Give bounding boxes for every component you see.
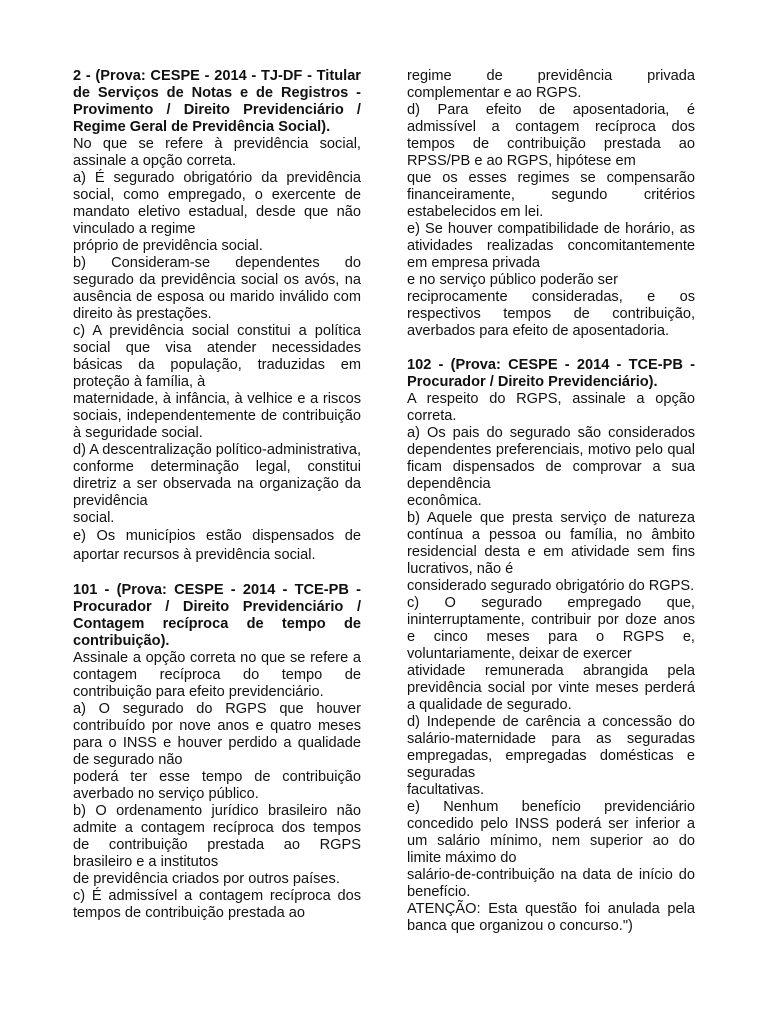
question-101-option-c: c) É admissível a contagem recíproca dos tempos de contribuição prestada ao <box>73 888 361 921</box>
right-column <box>407 68 695 935</box>
question-101-header: 101 - (Prova: CESPE - 2014 - TCE-PB - Procurador / Direito Previdenciário / Contagem recíproca de tempo de contribuição). <box>73 582 361 649</box>
question-102-option-c-cont: atividade remunerada abrangida pela previdência social por vinte meses perderá a qualidade de segurado. <box>407 663 695 713</box>
question-102-option-a: a) Os pais do segurado são considerados dependentes preferenciais, motivo pelo qual ficam dispensados de comprovar a sua dependência <box>407 425 695 492</box>
question-101-option-d-cont: que os esses regimes se compensarão financeiramente, segundo critérios estabelecidos em lei. <box>407 170 695 220</box>
question-101-option-d: d) Para efeito de aposentadoria, é admissível a contagem recíproca dos tempos de contribuição prestada ao RPSS/PB e ao RGPS, hipótese em <box>407 102 695 169</box>
question-102-option-d: d) Independe de carência a concessão do salário-maternidade para as seguradas empregadas, empregadas domésticas e seguradas <box>407 714 695 781</box>
question-102-option-e-cont: salário-de-contribuição na data de início do benefício. <box>407 867 695 900</box>
question-2-option-c-cont: maternidade, à infância, à velhice e a riscos sociais, independentemente de contribuição à seguridade social. <box>73 391 361 441</box>
question-2-option-a: a) É segurado obrigatório da previdência social, como empregado, o exercente de mandato eletivo estadual, desde que não vinculado a regime <box>73 170 361 237</box>
question-102-option-d-cont: facultativas. <box>407 782 485 798</box>
question-102-intro: A respeito do RGPS, assinale a opção correta. <box>407 391 695 424</box>
question-2-option-d: d) A descentralização político-administrativa, conforme determinação legal, constitui diretriz a ser observada na organização da previdência <box>73 442 361 509</box>
question-102-option-b: b) Aquele que presta serviço de natureza contínua a pessoa ou família, no âmbito residencial desta e em atividade sem fins lucrativos, não é <box>407 510 695 577</box>
question-101-option-b-cont: de previdência criados por outros países. <box>73 871 340 887</box>
question-101-option-a-cont: poderá ter esse tempo de contribuição averbado no serviço público. <box>73 769 361 802</box>
left-column <box>73 68 361 922</box>
question-102-option-a-cont: econômica. <box>407 493 482 509</box>
question-102-option-e: e) Nenhum benefício previdenciário concedido pelo INSS poderá ser inferior a um salário mínimo, nem superior ao do limite máximo do <box>407 799 695 866</box>
question-2-header: 2 - (Prova: CESPE - 2014 - TJ-DF - Titular de Serviços de Notas e de Registros - Provimento / Direito Previdenciário / Regime Geral de Previdência Social). <box>73 68 361 135</box>
question-101-option-e-cont2: reciprocamente consideradas, e os respectivos tempos de contribuição, averbados para efeito de aposentadoria. <box>407 289 695 339</box>
question-2-option-e: e) Os municípios estão dispensados de aportar recursos à previdência social. <box>73 528 361 563</box>
question-102-option-b-cont: considerado segurado obrigatório do RGPS. <box>407 578 695 594</box>
question-2-option-d-cont: social. <box>73 510 115 526</box>
question-2-option-a-cont: próprio de previdência social. <box>73 238 263 254</box>
question-102-header: 102 - (Prova: CESPE - 2014 - TCE-PB - Procurador / Direito Previdenciário). <box>407 357 695 390</box>
question-101-option-c-cont: regime de previdência privada complementar e ao RGPS. <box>407 68 695 101</box>
question-101-option-e-cont: e no serviço público poderão ser <box>407 272 618 288</box>
question-101-intro: Assinale a opção correta no que se refere a contagem recíproca do tempo de contribuição para efeito previdenciário. <box>73 650 361 700</box>
question-102-option-c: c) O segurado empregado que, ininterruptamente, contribuir por doze anos e cinco meses para o RGPS e, voluntariamente, deixar de exercer <box>407 595 695 662</box>
spacer <box>407 340 695 357</box>
question-2-option-c: c) A previdência social constitui a política social que visa atender necessidades básicas da população, traduzidas em proteção à família, à <box>73 323 361 390</box>
question-101-option-b: b) O ordenamento jurídico brasileiro não admite a contagem recíproca dos tempos de contribuição prestada ao RGPS brasileiro e a institutos <box>73 803 361 870</box>
spacer <box>73 565 361 582</box>
question-2-intro: No que se refere à previdência social, assinale a opção correta. <box>73 136 361 169</box>
question-2-option-b: b) Consideram-se dependentes do segurado da previdência social os avós, na ausência de esposa ou marido inválido com direito às prestações. <box>73 255 361 322</box>
question-101-option-e: e) Se houver compatibilidade de horário, as atividades realizadas concomitantemente em empresa privada <box>407 221 695 271</box>
question-102-note: ATENÇÃO: Esta questão foi anulada pela banca que organizou o concurso.") <box>407 901 695 934</box>
question-101-option-a: a) O segurado do RGPS que houver contribuído por nove anos e quatro meses para o INSS e houver perdido a qualidade de segurado não <box>73 701 361 768</box>
